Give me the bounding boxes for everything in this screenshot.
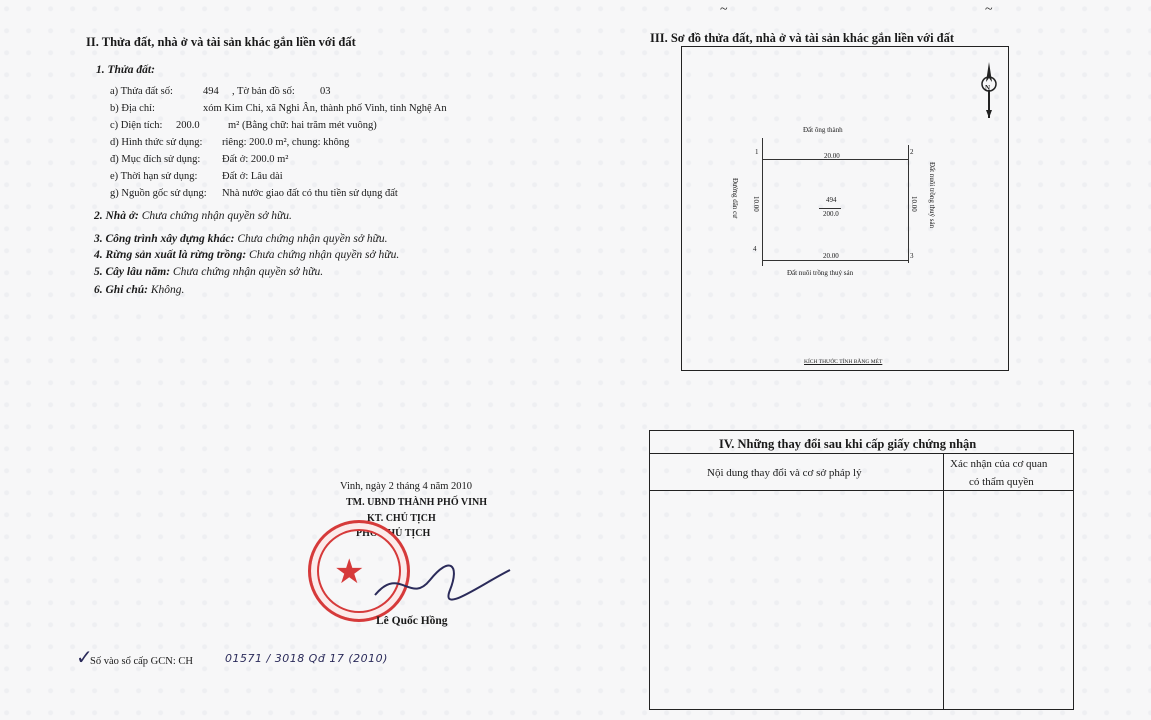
land-row-value: Nhà nước giao đất có thu tiền sử dụng đất xyxy=(222,188,398,199)
left-dimension: 10.00 xyxy=(752,196,760,212)
land-row-value: riêng: 200.0 m², chung: không xyxy=(222,137,350,148)
item-row xyxy=(94,266,323,278)
land-row-label: đ) Mục đích sử dụng: xyxy=(110,154,201,165)
parcel-right-edge xyxy=(908,145,909,263)
corner-1: 1 xyxy=(755,148,759,156)
north-label: N xyxy=(985,84,991,92)
section-iii-title: III. Sơ đồ thửa đất, nhà ở và tài sản khác gắn liền với đất xyxy=(650,31,955,45)
item-row xyxy=(94,284,184,296)
issuing-org: TM. UBND THÀNH PHỐ VINH xyxy=(346,497,488,508)
item-value: Không. xyxy=(148,284,185,296)
check-mark-icon: ✓ xyxy=(76,647,93,669)
item-label: 5. Cây lâu năm: xyxy=(94,266,171,278)
item-label: 3. Công trình xây dựng khác: xyxy=(94,233,235,245)
top-mark-left: ~ xyxy=(720,2,728,17)
signer-name: Lê Quốc Hồng xyxy=(376,615,448,627)
signature-scribble xyxy=(370,555,520,620)
parcel-left-edge xyxy=(762,138,763,266)
land-row-label: d) Hình thức sử dụng: xyxy=(110,137,203,148)
changes-column-divider xyxy=(943,453,944,709)
changes-header-divider xyxy=(650,490,1073,491)
parcel-number: 494 xyxy=(826,196,837,204)
bottom-neighbor-label: Đất nuôi trồng thuỷ sản xyxy=(787,269,854,277)
land-row-extra-label: , Tờ bản đồ số: xyxy=(232,86,295,97)
item-row xyxy=(94,210,292,222)
bottom-dimension: 20.00 xyxy=(823,252,839,260)
land-row-extra-value: 03 xyxy=(320,86,331,97)
section-ii-title: II. Thửa đất, nhà ở và tài sản khác gắn liền với đất xyxy=(86,35,356,49)
changes-col-content: Nội dung thay đổi và cơ sở pháp lý xyxy=(707,467,862,479)
land-row-value: 200.0 xyxy=(176,120,200,131)
stamp-star-icon: ★ xyxy=(334,554,365,591)
land-row-label: a) Thửa đất số: xyxy=(110,86,173,97)
item-row xyxy=(94,249,399,261)
corner-4: 4 xyxy=(753,245,757,253)
item-value: Chưa chứng nhận quyền sở hữu. xyxy=(138,210,292,222)
signer-role-1: KT. CHỦ TỊCH xyxy=(367,513,436,524)
corner-2: 2 xyxy=(910,148,914,156)
top-neighbor-label: Đất ông thành xyxy=(803,126,843,134)
land-heading: 1. Thửa đất: xyxy=(96,64,155,76)
item-value: Chưa chứng nhận quyền sở hữu. xyxy=(170,266,324,278)
top-mark-right: ~ xyxy=(985,2,993,17)
item-row xyxy=(94,233,388,245)
scale-note: KÍCH THƯỚC TÍNH BẰNG MÉT xyxy=(804,359,883,365)
land-row-value: Đất ở: 200.0 m² xyxy=(222,154,289,165)
land-row-label: c) Diện tích: xyxy=(110,120,163,131)
changes-col-authority-line1: Xác nhận của cơ quan xyxy=(950,458,1048,470)
changes-title-divider xyxy=(650,453,1073,454)
item-label: 2. Nhà ở: xyxy=(94,210,139,222)
right-neighbor-label: Đất nuôi trồng thuỷ sản xyxy=(928,162,936,229)
parcel-area: 200.0 xyxy=(823,210,839,218)
item-label: 6. Ghi chú: xyxy=(94,284,148,296)
right-dimension: 10.00 xyxy=(910,196,918,212)
registry-label: Số vào sổ cấp GCN: CH xyxy=(90,656,193,667)
left-neighbor-label: Đường dân cư xyxy=(731,178,739,219)
land-row-label: g) Nguồn gốc sử dụng: xyxy=(110,188,207,199)
land-row-label: b) Địa chỉ: xyxy=(110,103,155,114)
parcel-bottom-edge xyxy=(762,260,908,261)
issue-date: Vinh, ngày 2 tháng 4 năm 2010 xyxy=(340,481,473,492)
land-row-value: 494 xyxy=(203,86,219,97)
parcel-label-underline xyxy=(819,208,841,209)
land-row-value: Đất ở: Lâu dài xyxy=(222,171,283,182)
section-iv-title: IV. Những thay đổi sau khi cấp giấy chứng nhận xyxy=(719,437,977,451)
signer-role-2: PHÓ CHỦ TỊCH xyxy=(356,528,431,539)
land-row-value: xóm Kim Chi, xã Nghi Ân, thành phố Vinh, tỉnh Nghệ An xyxy=(203,103,447,114)
corner-3: 3 xyxy=(910,252,914,260)
land-row-extra-value: m² (Bằng chữ: hai trăm mét vuông) xyxy=(228,120,377,131)
changes-col-authority-line2: có thẩm quyền xyxy=(969,476,1034,488)
land-row-label: e) Thời hạn sử dụng: xyxy=(110,171,198,182)
item-value: Chưa chứng nhận quyền sở hữu. xyxy=(246,249,400,261)
item-value: Chưa chứng nhận quyền sở hữu. xyxy=(234,233,388,245)
item-label: 4. Rừng sản xuất là rừng trồng: xyxy=(94,249,247,261)
top-dimension: 20.00 xyxy=(824,152,840,160)
registry-handwritten-value: 01571 / 3018 Qđ 17 (2010) xyxy=(225,652,388,665)
